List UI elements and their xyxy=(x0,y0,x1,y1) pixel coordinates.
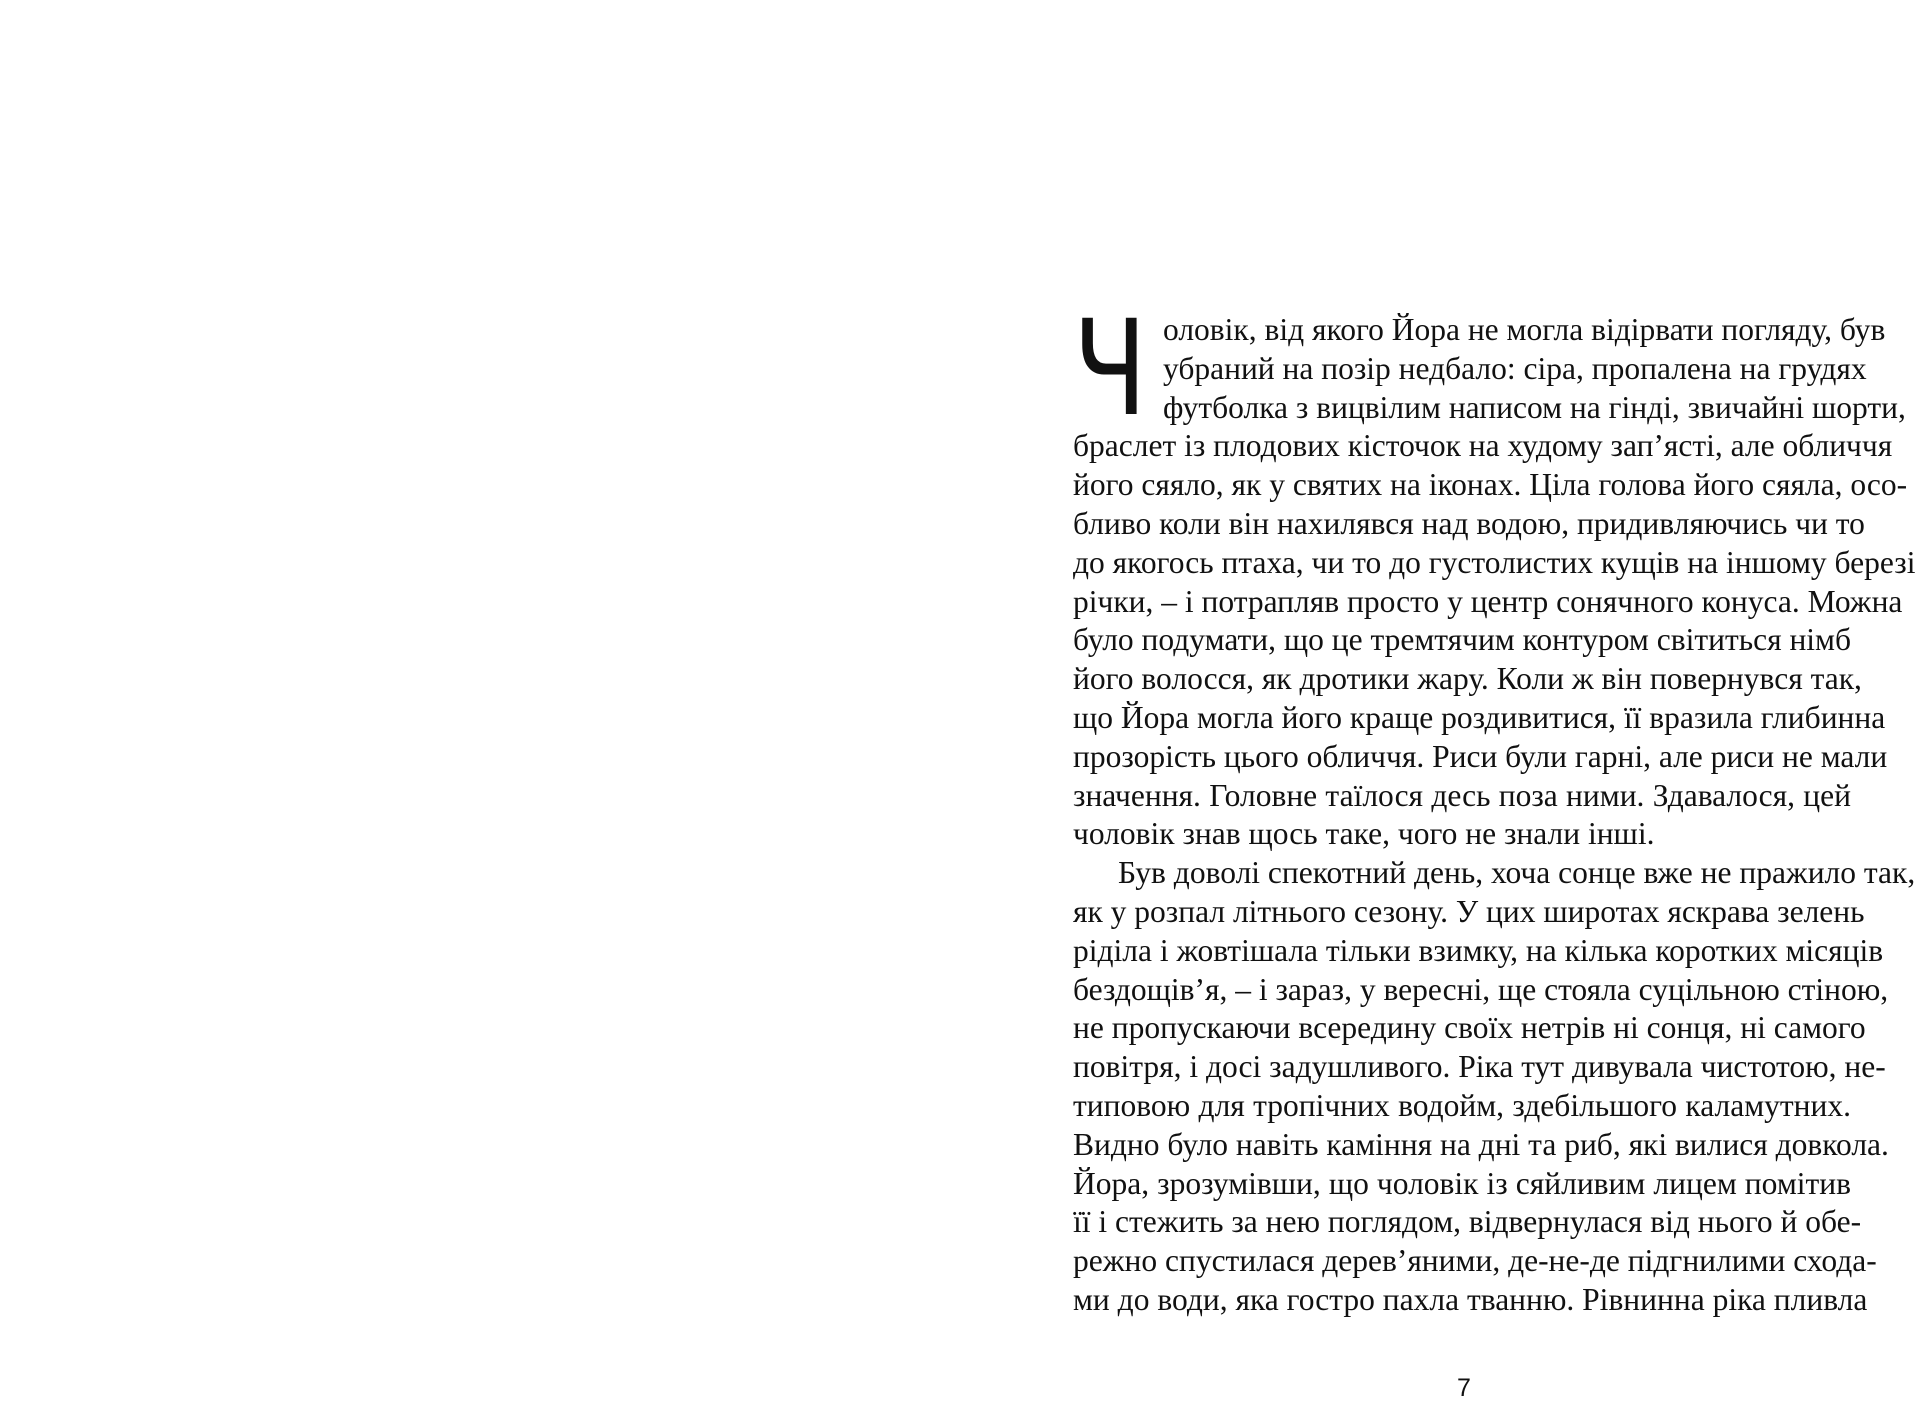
text-line: її і стежить за нею поглядом, відвернулася від нього й обе- xyxy=(1073,1204,1862,1240)
text-line: як у розпал літнього сезону. У цих широтах яскрава зелень xyxy=(1073,893,1865,929)
text-line: до якогось птаха, чи то до густолистих кущів на іншому березі xyxy=(1073,544,1916,580)
text-line: оловік, від якого Йора не могла відірвати погляду, був xyxy=(1163,312,1886,347)
text-line: значення. Головне таїлося десь поза ними. Здавалося, цей xyxy=(1073,777,1851,813)
text-line: браслет із плодових кісточок на худому зап’ясті, але обличчя xyxy=(1073,428,1893,464)
text-line: що Йора могла його краще роздивитися, її вразила глибинна xyxy=(1073,699,1886,735)
text-line: Видно було навіть каміння на дні та риб, які вилися довкола. xyxy=(1073,1126,1889,1162)
text-line: річки, – і потрапляв просто у центр сонячного конуса. Можна xyxy=(1073,583,1903,619)
text-line: його сяяло, як у святих на іконах. Ціла голова його сяяла, осо- xyxy=(1073,467,1908,503)
text-line: ріділа і жовтішала тільки взимку, на кілька коротких місяців xyxy=(1073,932,1884,968)
page-number: 7 xyxy=(1457,1374,1471,1402)
text-line: було подумати, що це тремтячим контуром світиться німб xyxy=(1073,622,1852,658)
text-line: режно спустилася дерев’яними, де-не-де підгнилими сходa- xyxy=(1073,1243,1877,1279)
text-line: Був доволі спекотний день, хоча сонце вже не пражило так, xyxy=(1118,855,1916,891)
body-text xyxy=(1073,292,1916,1320)
text-line: не пропускаючи всередину своїх нетрів ні сонця, ні самого xyxy=(1073,1010,1866,1046)
text-line: ми до води, яка гостро пахла тванню. Рівнинна ріка пливла xyxy=(1073,1281,1868,1317)
text-line: бливо коли він нахилявся над водою, придивляючись чи то xyxy=(1073,505,1865,541)
text-line: типовою для тропічних водойм, здебільшого каламутних. xyxy=(1073,1087,1851,1123)
text-line: Йора, зрозумівши, що чоловік із сяйливим лицем помітив xyxy=(1073,1165,1851,1201)
drop-cap-letter: Ч xyxy=(1073,292,1148,446)
text-line: повітря, і досі задушливого. Ріка тут дивувала чистотою, не- xyxy=(1073,1049,1886,1085)
right-page xyxy=(960,0,1920,1426)
text-line: футболка з вицвілим написом на гінді, звичайні шорти, xyxy=(1163,389,1906,425)
text-line: бездощів’я, – і зараз, у вересні, ще стояла суцільною стіною, xyxy=(1073,971,1889,1007)
text-line: його волосся, як дротики жару. Коли ж він повернувся так, xyxy=(1073,661,1862,697)
text-line: убраний на позір недбало: сіра, пропалена на грудях xyxy=(1163,350,1867,386)
text-line: чоловік знав щось таке, чого не знали інші. xyxy=(1073,816,1655,852)
text-line: прозорість цього обличчя. Риси були гарні, але риси не мали xyxy=(1073,738,1888,774)
